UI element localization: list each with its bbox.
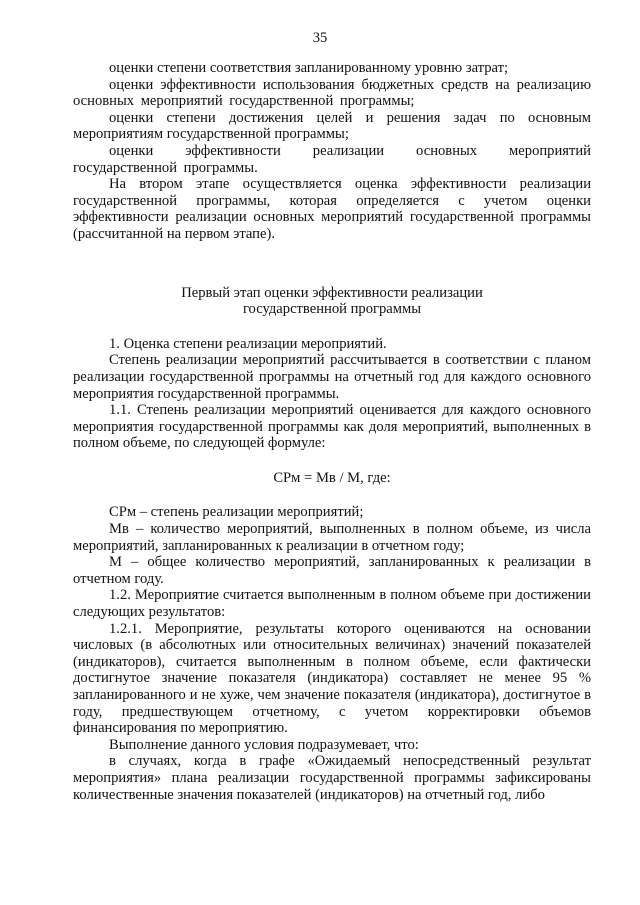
paragraph-1-2: 1.2. Мероприятие считается выполненным в полном объеме при достижении следующих результатов:: [73, 587, 591, 621]
section-heading-line-1: Первый этап оценки эффективности реализации: [181, 284, 483, 301]
paragraph-condition: Выполнение данного условия подразумевает, что:: [109, 736, 419, 753]
paragraph-degree: Степень реализации мероприятий рассчитывается в соответствии с планом реализации государственной программы на отчетный год для каждого основного мероприятия государственной программы.: [73, 352, 591, 402]
paragraph-1-1: 1.1. Степень реализации мероприятий оценивается для каждого основного мероприятия государственной программы как доля мероприятий, выполненных в полном объеме, по следующей формуле:: [73, 402, 591, 452]
intro-item: оценки степени соответствия запланированному уровню затрат;: [109, 60, 509, 76]
paragraph-1-2-1: 1.2.1. Мероприятие, результаты которого оцениваются на основании числовых (в абсолютных или относительных величинах) значений показателей (индикаторов), считается выполненным в полном объеме, если фактически достигнутое значение показателя (индикатора) составляет не менее 95 % запланированного и не хуже, чем значение показателя (индикатора), достигнутое в году, предшествующем отчетному, с учетом корректировки объемов финансирования по мероприятию.: [73, 620, 591, 737]
definition-item: М – общее количество мероприятий, запланированных к реализации в отчетном году.: [73, 554, 591, 587]
subheading: 1. Оценка степени реализации мероприятий.: [109, 335, 387, 352]
formula: СРм = Мв / М, где:: [273, 469, 391, 486]
definition-item: Мв – количество мероприятий, выполненных в полном объеме, из числа мероприятий, запланированных к реализации в отчетном году;: [73, 521, 591, 554]
intro-item: оценки эффективности использования бюджетных средств на реализацию основных мероприятий государственной программы;: [73, 76, 591, 110]
intro-item: оценки степени достижения целей и решения задач по основным мероприятиям государственной программы;: [73, 109, 591, 143]
intro-item: оценки эффективности реализации основных мероприятий государственной программы.: [73, 142, 591, 176]
section-heading-line-2: государственной программы: [242, 301, 422, 318]
page-body: [73, 60, 591, 803]
paragraph-cases: в случаях, когда в графе «Ожидаемый непосредственный результат мероприятия» плана реализации государственной программы зафиксированы количественные значения показателей (индикаторов) на отчетный год, либо: [73, 753, 591, 803]
page-number: 35: [312, 30, 328, 46]
definition-item: СРм – степень реализации мероприятий;: [109, 504, 364, 521]
second-stage-paragraph: На втором этапе осуществляется оценка эффективности реализации государственной программы, которая определяется с учетом оценки эффективности реализации основных мероприятий государственной программы (рассчитанной на первом этапе).: [73, 176, 591, 242]
